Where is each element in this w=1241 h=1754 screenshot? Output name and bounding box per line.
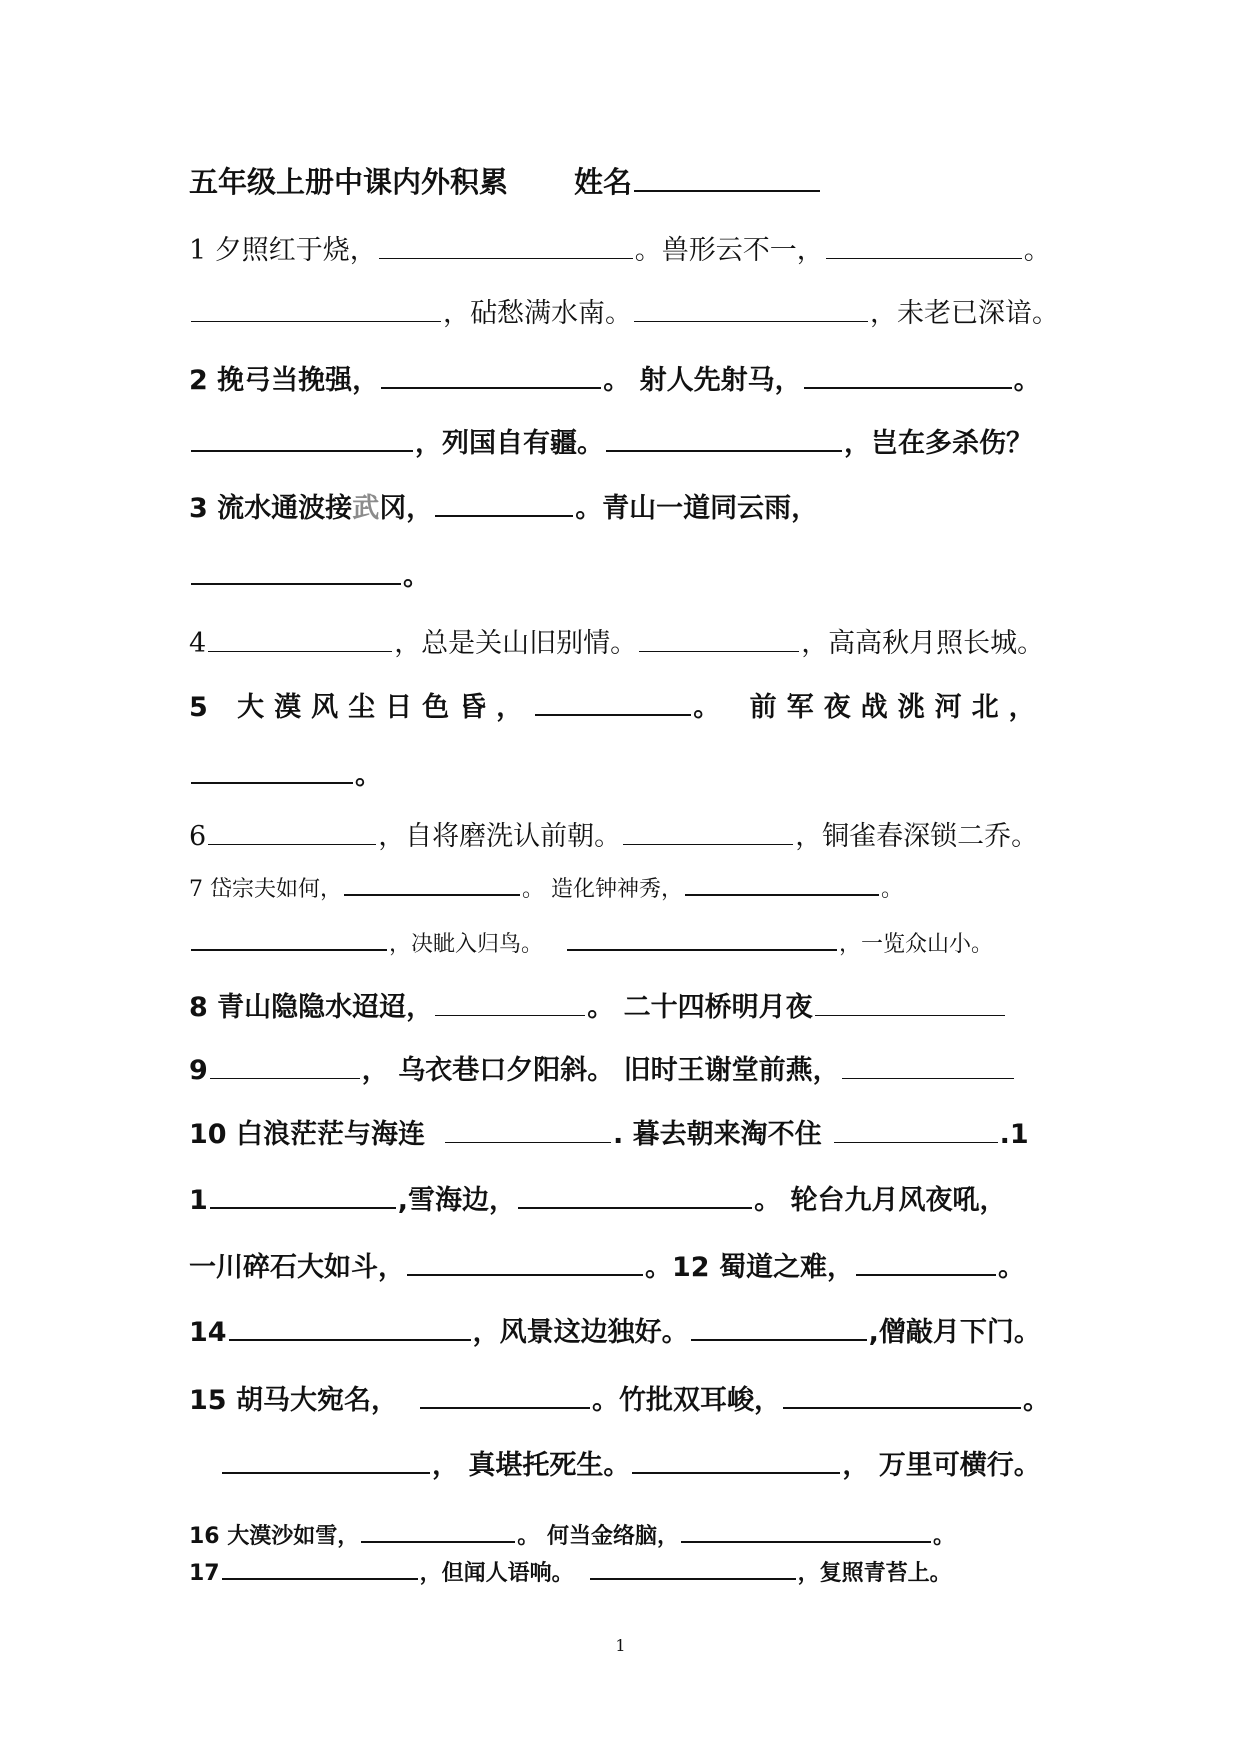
- name-label: 姓名: [574, 165, 633, 199]
- q2-text-c: 。: [1013, 365, 1041, 396]
- q11-text-c: 。 轮台九月风夜吼，: [754, 1185, 1007, 1216]
- q15-text-b: 。竹批双耳峻，: [591, 1385, 781, 1416]
- q3-text-wu: 武: [352, 493, 380, 524]
- q8-blank-1[interactable]: [435, 989, 585, 1016]
- q11-blank-3[interactable]: [407, 1248, 643, 1276]
- q2-text-a: 2 挽弓当挽强，: [189, 365, 380, 396]
- q2-blank-2[interactable]: [804, 361, 1012, 389]
- q11-text-d: 一川碎石大如斗，: [189, 1252, 405, 1283]
- q7-text-e: ，一览众山小。: [839, 932, 994, 957]
- q11-text-b: ,雪海边，: [397, 1185, 517, 1216]
- q2-text-b: 。 射人先射马，: [603, 365, 802, 396]
- q1-blank-2[interactable]: [826, 232, 1022, 259]
- page-number: 1: [615, 1636, 626, 1655]
- question-3-line-2: [189, 557, 430, 594]
- question-11-line-1: [189, 1181, 1006, 1218]
- q5-text-b: 。 前军夜战洮河北，: [693, 692, 1046, 723]
- question-5-line-1: [189, 688, 1046, 725]
- q2-blank-4[interactable]: [606, 424, 842, 452]
- name-field[interactable]: [634, 164, 820, 192]
- question-4-line: [189, 625, 1044, 661]
- question-3-line-1: [189, 489, 818, 526]
- q4-text-a: 4: [189, 628, 207, 659]
- q4-text-b: ，总是关山旧别情。: [394, 628, 638, 659]
- q9-blank-2[interactable]: [842, 1052, 1014, 1079]
- q11-text-e: 。12 蜀道之难，: [645, 1252, 854, 1283]
- q7-blank-1[interactable]: [344, 868, 520, 896]
- q15-blank-4[interactable]: [632, 1446, 840, 1474]
- q16-text-a: 16 大漠沙如雪，: [189, 1524, 360, 1549]
- q11-blank-2[interactable]: [518, 1181, 752, 1209]
- question-8-line: [189, 989, 1007, 1025]
- q5-blank-2[interactable]: [191, 756, 353, 784]
- q6-text-b: ，自将磨洗认前朝。: [378, 821, 622, 852]
- q2-blank-3[interactable]: [191, 424, 413, 452]
- question-2-line-1: [189, 361, 1041, 398]
- q6-blank-1[interactable]: [208, 818, 376, 845]
- q1-blank-1[interactable]: [379, 232, 633, 259]
- question-11-line-2: [189, 1248, 1025, 1285]
- question-10-line: [189, 1116, 1029, 1152]
- q15-text-c: 。: [1022, 1385, 1050, 1416]
- q2-blank-1[interactable]: [381, 361, 601, 389]
- q10-blank-1[interactable]: [445, 1116, 611, 1143]
- question-5-line-2: [189, 756, 382, 793]
- q14-text-a: 14: [189, 1317, 227, 1348]
- q4-blank-1[interactable]: [208, 625, 392, 652]
- q15-text-e: ， 万里可横行。: [842, 1450, 1041, 1481]
- q8-text-a: 8 青山隐隐水迢迢，: [189, 992, 434, 1023]
- question-7-line-1: [189, 868, 903, 907]
- question-2-line-2: [189, 424, 1033, 461]
- page-title: 五年级上册中课内外积累: [189, 165, 509, 199]
- question-9-line: [189, 1052, 1016, 1088]
- q16-text-b: 。 何当金络脑，: [517, 1524, 679, 1549]
- q3-blank-1[interactable]: [435, 489, 573, 517]
- q10-text-a: 10 白浪茫茫与海连: [189, 1119, 425, 1150]
- question-16-line: [189, 1515, 955, 1554]
- question-14-line: [189, 1313, 1041, 1350]
- q9-text-a: 9: [189, 1055, 208, 1086]
- question-1-line-1: [189, 232, 1051, 268]
- q14-blank-2[interactable]: [691, 1313, 867, 1341]
- q15-blank-1[interactable]: [420, 1381, 590, 1409]
- q14-text-b: ，风景这边独好。: [472, 1317, 689, 1348]
- q1-text-e: ，未老已深谙。: [870, 298, 1059, 329]
- q16-blank-2[interactable]: [681, 1515, 931, 1543]
- q1-text-d: ，砧愁满水南。: [443, 298, 632, 329]
- q8-text-b: 。 二十四桥明月夜: [587, 992, 813, 1023]
- question-17-line: [189, 1552, 952, 1591]
- q15-blank-3[interactable]: [222, 1446, 430, 1474]
- q16-text-c: 。: [932, 1524, 955, 1549]
- q6-text-c: ，铜雀春深锁二乔。: [795, 821, 1039, 852]
- q3-text-d: 。: [403, 561, 430, 592]
- q2-text-d: ，列国自有疆。: [415, 428, 604, 459]
- q4-text-c: ，高高秋月照长城。: [801, 628, 1045, 659]
- q4-blank-2[interactable]: [639, 625, 799, 652]
- q11-blank-1[interactable]: [210, 1181, 396, 1209]
- q3-blank-2[interactable]: [191, 557, 401, 585]
- q6-blank-2[interactable]: [623, 818, 793, 845]
- q14-blank-1[interactable]: [229, 1313, 471, 1341]
- q8-blank-2[interactable]: [815, 989, 1005, 1016]
- q7-blank-2[interactable]: [685, 868, 879, 896]
- q17-blank-2[interactable]: [590, 1552, 796, 1580]
- q12-text-f: 。: [997, 1252, 1025, 1283]
- q7-blank-4[interactable]: [567, 923, 837, 951]
- question-15-line-1: [189, 1381, 1050, 1418]
- q15-text-d: ， 真堪托死生。: [432, 1450, 631, 1481]
- q7-blank-3[interactable]: [191, 923, 387, 951]
- title-line: [189, 164, 822, 199]
- q10-text-c: .1: [999, 1119, 1029, 1150]
- q1-text-a: 1 夕照红于烧，: [189, 235, 377, 266]
- q12-blank-1[interactable]: [856, 1248, 996, 1276]
- q10-text-b: . 暮去朝来淘不住: [612, 1119, 822, 1150]
- q10-blank-2[interactable]: [834, 1116, 998, 1143]
- question-1-line-2: [189, 295, 1059, 331]
- q7-text-a: 7 岱宗夫如何，: [189, 877, 342, 902]
- q5-blank-1[interactable]: [535, 688, 691, 716]
- q6-text-a: 6: [189, 821, 207, 852]
- q2-text-e: ，岂在多杀伤？: [844, 428, 1033, 459]
- q1-blank-3[interactable]: [191, 295, 441, 322]
- q3-text-b: 冈，: [379, 493, 434, 524]
- q5-text-c: 。: [355, 760, 382, 791]
- q9-text-b: ， 乌衣巷口夕阳斜。 旧时王谢堂前燕，: [361, 1055, 840, 1086]
- q7-text-b: 。 造化钟神秀，: [522, 877, 683, 902]
- q11-text-a: 1: [189, 1185, 208, 1216]
- q7-text-c: 。: [881, 877, 904, 902]
- q17-text-c: ，复照青苔上。: [797, 1561, 952, 1586]
- q17-text-a: 17: [189, 1561, 220, 1586]
- q14-text-c: ,僧敲月下门。: [868, 1317, 1041, 1348]
- q3-text-a: 3 流水通波接: [189, 493, 353, 524]
- q1-text-c: 。: [1023, 235, 1051, 266]
- q1-text-b: 。兽形云不一，: [634, 235, 824, 266]
- q17-blank-1[interactable]: [222, 1552, 418, 1580]
- q17-text-b: ，但闻人语响。: [419, 1561, 574, 1586]
- q15-text-a: 15 胡马大宛名，: [189, 1385, 398, 1416]
- q7-text-d: ，决眦入归鸟。: [389, 932, 544, 957]
- question-7-line-2: [189, 923, 993, 962]
- q16-blank-1[interactable]: [361, 1515, 515, 1543]
- q3-text-c: 。青山一道同云雨，: [575, 493, 819, 524]
- question-15-line-2: [220, 1446, 1041, 1483]
- q9-blank-1[interactable]: [210, 1052, 360, 1079]
- q1-blank-4[interactable]: [634, 295, 868, 322]
- q5-text-a: 5 大漠风尘日色昏，: [189, 692, 534, 723]
- question-6-line: [189, 818, 1038, 854]
- q15-blank-2[interactable]: [783, 1381, 1021, 1409]
